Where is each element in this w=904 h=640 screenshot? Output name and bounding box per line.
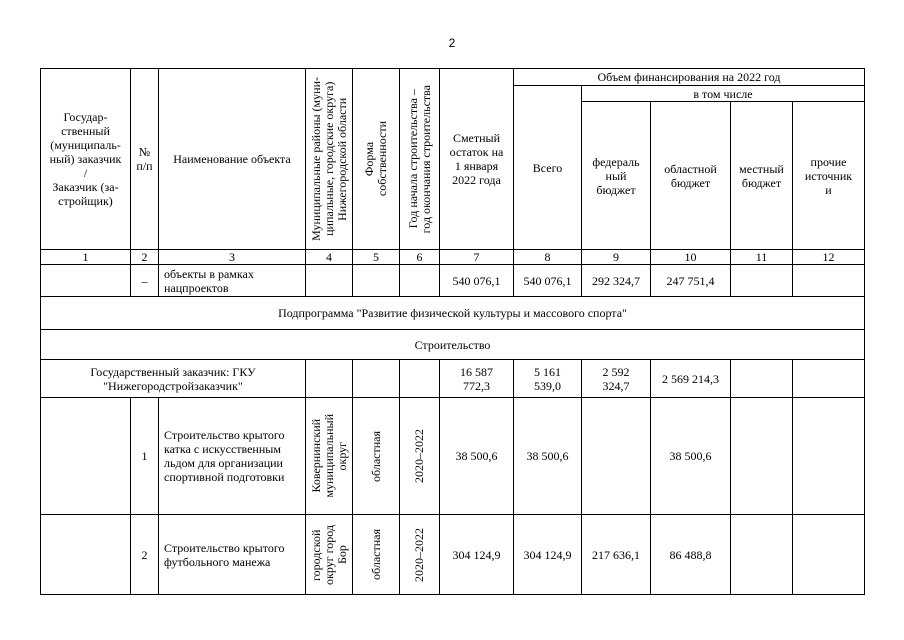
- header-estimate: Сметный остаток на 1 января 2022 года: [440, 69, 514, 250]
- header-financing: Объем финансирования на 2022 год: [514, 69, 865, 86]
- obj2-district-text: городской округ город Бор: [308, 524, 349, 585]
- obj2-name: Строительство крытого футбольного манежа: [159, 515, 306, 595]
- obj2-years-text: 2020–2022: [412, 527, 426, 582]
- obj1-local: [731, 398, 793, 515]
- np-other: [793, 265, 865, 297]
- np-estimate: 540 076,1: [440, 265, 514, 297]
- header-federal: федераль ный бюджет: [582, 102, 651, 250]
- header-other: прочие источник и: [793, 102, 865, 250]
- header-customer: Государ- ственный (муниципаль- ный) заказчик / Заказчик (за- стройщик): [41, 69, 131, 250]
- header-ownership-text: Форма собственности: [362, 121, 389, 197]
- header-total: Всего: [514, 86, 582, 250]
- customer-district: [306, 360, 353, 398]
- header-years-text: Год начала строительства – год окончания строительства: [405, 84, 433, 234]
- header-years: [400, 69, 440, 250]
- customer-name: Государственный заказчик: ГКУ "Нижегородстройзаказчик": [41, 360, 306, 398]
- np-regional: 247 751,4: [651, 265, 731, 297]
- col-number-8: 8: [514, 250, 582, 265]
- col-number-10: 10: [651, 250, 731, 265]
- header-districts-text: Муниципальные районы (муни- ципальные, городские округа) Нижегородской области: [308, 77, 349, 241]
- obj1-other: [793, 398, 865, 515]
- col-number-6: 6: [400, 250, 440, 265]
- obj2-local: [731, 515, 793, 595]
- obj2-estimate: 304 124,9: [440, 515, 514, 595]
- col-number-7: 7: [440, 250, 514, 265]
- header-object-name: Наименование объекта: [159, 69, 306, 250]
- obj1-district-text: Ковернинский муниципальный округ: [308, 414, 349, 498]
- col-number-12: 12: [793, 250, 865, 265]
- obj1-district: [306, 398, 353, 515]
- national-projects-row: [41, 265, 865, 297]
- customer-row: [41, 360, 865, 398]
- col-number-3: 3: [159, 250, 306, 265]
- obj1-name: Строительство крытого катка с искусственным льдом для организации спортивной подготовки: [159, 398, 306, 515]
- col-number-5: 5: [353, 250, 400, 265]
- obj1-customer: [41, 398, 131, 515]
- page-number: 2: [448, 36, 456, 50]
- obj2-ownership-text: областная: [368, 529, 383, 580]
- header-row-1: [41, 69, 865, 86]
- np-district: [306, 265, 353, 297]
- col-number-9: 9: [582, 250, 651, 265]
- obj2-district: [306, 515, 353, 595]
- col-number-11: 11: [731, 250, 793, 265]
- obj2-num: 2: [131, 515, 159, 595]
- obj1-years-text: 2020–2022: [412, 429, 426, 483]
- np-total: 540 076,1: [514, 265, 582, 297]
- obj2-other: [793, 515, 865, 595]
- subprogram-title: Подпрограмма "Развитие физической культуры и массового спорта": [41, 297, 865, 330]
- customer-other: [793, 360, 865, 398]
- obj1-ownership: [353, 398, 400, 515]
- obj1-total: 38 500,6: [514, 398, 582, 515]
- obj2-federal: 217 636,1: [582, 515, 651, 595]
- table-row: [41, 398, 865, 515]
- header-regional: областной бюджет: [651, 102, 731, 250]
- obj1-estimate: 38 500,6: [440, 398, 514, 515]
- obj2-regional: 86 488,8: [651, 515, 731, 595]
- financing-table: [40, 68, 865, 595]
- np-name: объекты в рамках нацпроектов: [159, 265, 306, 297]
- customer-federal: 2 592 324,7: [582, 360, 651, 398]
- np-local: [731, 265, 793, 297]
- obj1-years: [400, 398, 440, 515]
- header-num: № п/п: [131, 69, 159, 250]
- subprogram-row: [41, 297, 865, 330]
- np-years: [400, 265, 440, 297]
- header-ownership: [353, 69, 400, 250]
- customer-regional: 2 569 214,3: [651, 360, 731, 398]
- obj2-total: 304 124,9: [514, 515, 582, 595]
- obj1-regional: 38 500,6: [651, 398, 731, 515]
- obj1-ownership-text: областная: [368, 430, 383, 482]
- obj2-ownership: [353, 515, 400, 595]
- header-local: местный бюджет: [731, 102, 793, 250]
- section-row: [41, 330, 865, 360]
- obj1-num: 1: [131, 398, 159, 515]
- np-num: –: [131, 265, 159, 297]
- section-title: Строительство: [41, 330, 865, 360]
- col-number-1: 1: [41, 250, 131, 265]
- col-number-4: 4: [306, 250, 353, 265]
- np-customer: [41, 265, 131, 297]
- obj1-federal: [582, 398, 651, 515]
- np-ownership: [353, 265, 400, 297]
- customer-estimate: 16 587 772,3: [440, 360, 514, 398]
- col-number-2: 2: [131, 250, 159, 265]
- obj2-years: [400, 515, 440, 595]
- obj2-customer: [41, 515, 131, 595]
- header-including: в том числе: [582, 86, 865, 102]
- customer-ownership: [353, 360, 400, 398]
- customer-years: [400, 360, 440, 398]
- header-districts: [306, 69, 353, 250]
- column-numbers-row: [41, 250, 865, 265]
- np-federal: 292 324,7: [582, 265, 651, 297]
- customer-local: [731, 360, 793, 398]
- customer-total: 5 161 539,0: [514, 360, 582, 398]
- table-row: [41, 515, 865, 595]
